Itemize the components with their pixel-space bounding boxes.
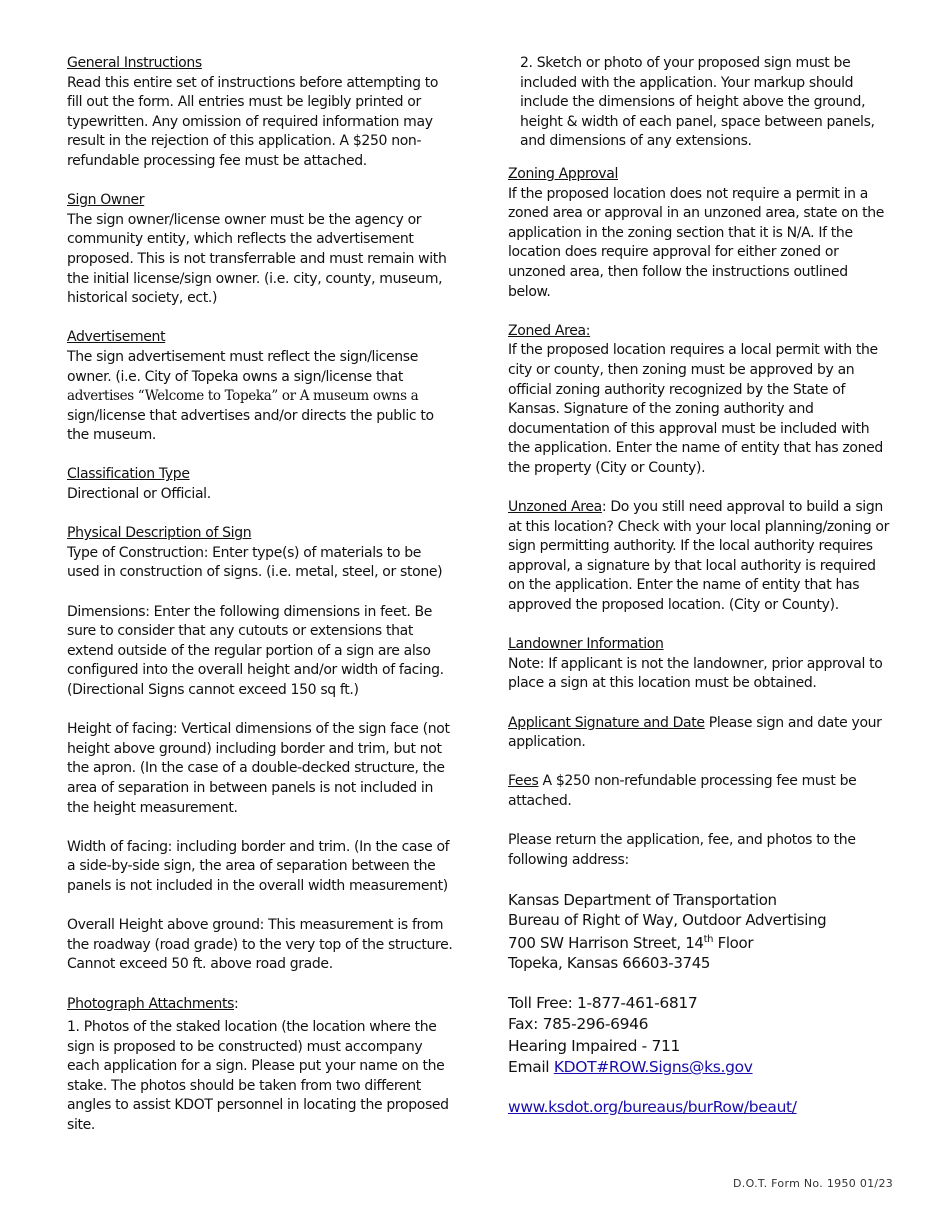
landowner-heading: Landowner Information [508,636,664,653]
zoning-approval-section [508,165,892,302]
address-line-4: Topeka, Kansas 66603-3745 [508,953,711,972]
unzoned-area-heading: Unzoned Area [508,499,602,516]
advertisement-heading: Advertisement [67,329,166,346]
zoned-area-text: If the proposed location requires a local permit with the city or county, then zoning must be approved by an official zoning authority recognized by the State of Kansas. Signature of the zoning authority and documentation of this approval must be included with the application. Enter the name of entity that has zoned the property (City or County). [508,342,883,476]
address-line-3b: Floor [713,933,754,952]
fees-text: A $250 non-refundable processing fee must be attached. [508,773,857,809]
general-instructions-text: Read this entire set of instructions before attempting to fill out the form. All entries must be legibly printed or typewritten. Any omission of required information may result in the rejection of this application. A $250 non-refundable processing fee must be attached. [67,74,439,169]
sign-owner-heading: Sign Owner [67,192,145,209]
photograph-section [67,995,455,1136]
height-of-facing-text: Height of facing: Vertical dimensions of the sign face (not height above ground) including border and trim, but not the apron. (In the case of a double-decked structure, the area of separation in between panels is not included in the height measurement. [67,721,450,816]
unzoned-area-text: : Do you still need approval to build a sign at this location? Check with your local planning/zoning or sign permitting authority. If the local authority requires approval, a signature by that local authority is required on the application. Enter the name of entity that has approved the proposed location. (City or County). [508,499,889,614]
landowner-text: Note: If applicant is not the landowner, prior approval to place a sign at this location must be obtained. [508,655,883,692]
mailing-address [508,890,892,973]
toll-free-phone: Toll Free: 1-877-461-6817 [508,993,698,1012]
zoned-area-section [508,322,892,479]
email-label: Email [508,1058,554,1077]
signature-section [508,714,892,753]
general-instructions-heading: General Instructions [67,55,202,71]
general-instructions-section [67,54,455,172]
construction-type-text: Type of Construction: Enter type(s) of materials to be used in construction of signs. (i.e. metal, steel, or stone) [67,544,443,581]
advertisement-section [67,328,455,446]
website-row [508,1097,892,1119]
zoned-area-heading: Zoned Area: [508,322,591,339]
sign-owner-section [67,191,455,309]
classification-section [67,465,455,504]
photograph-heading-row [67,995,455,1015]
advertisement-text-a: The sign advertisement must reflect the sign/license owner. (i.e. City of Topeka owns a sign/license that [67,348,418,385]
classification-text: Directional or Official. [67,486,211,503]
overall-height-text: Overall Height above ground: This measurement is from the roadway (road grade) to the very top of the structure. Cannot exceed 50 ft. above road grade. [67,917,453,973]
fax-number: Fax: 785-296-6946 [508,1015,649,1034]
form-number-footer: D.O.T. Form No. 1950 01/23 [733,1177,894,1190]
address-line-2: Bureau of Right of Way, Outdoor Advertising [508,910,827,929]
left-column [67,54,455,1155]
right-column [508,54,892,1118]
email-row [508,1057,892,1079]
fees-section [508,772,892,811]
address-line-3a: 700 SW Harrison Street, 14 [508,933,704,952]
address-line-3 [508,930,892,953]
contact-info [508,993,892,1079]
advertisement-text-c: sign/license that advertises and/or directs the public to the museum. [67,407,434,444]
signature-text: Please sign and date your application. [508,714,882,751]
advertisement-text-b: advertises “Welcome to Topeka” or A museum owns a [67,388,419,405]
physical-description-section [67,524,455,583]
classification-heading: Classification Type [67,466,190,483]
address-line-1: Kansas Department of Transportation [508,890,777,909]
photograph-item-1: 1. Photos of the staked location (the location where the sign is proposed to be constructed) must accompany each application for a sign. Please put your name on the stake. The photos should be taken from two different angles to assist KDOT personnel in locating the proposed site. [67,1019,449,1134]
hearing-impaired-number: Hearing Impaired - 711 [508,1036,681,1055]
photograph-heading-colon: : [234,995,239,1012]
dimensions-text: Dimensions: Enter the following dimensions in feet. Be sure to consider that any cutouts or extensions that extend outside of the regular portion of a sign are also configured into the overall height and/or width of facing. (Directional Signs cannot exceed 150 sq ft.) [67,603,444,698]
width-of-facing-text: Width of facing: including border and trim. (In the case of a side-by-side sign, the area of separation between the panels is not included in the overall width measurement) [67,838,450,894]
fees-heading: Fees [508,773,539,790]
photograph-item-2: 2. Sketch or photo of your proposed sign must be included with the application. Your markup should include the dimensions of height above the ground, height & width of each panel, space between panels, and dimensions of any extensions. [520,55,875,150]
advertisement-text [67,348,455,446]
unzoned-area-section [508,498,892,616]
address-line-3-sup: th [703,933,714,945]
zoning-approval-heading: Zoning Approval [508,165,618,182]
sign-owner-text: The sign owner/license owner must be the agency or community entity, which reflects the advertisement proposed. This is not transferrable and must remain with the initial license/sign owner. (i.e. city, county, museum, historical society, ect.) [67,211,447,307]
email-link[interactable]: KDOT#ROW.Signs@ks.gov [553,1058,753,1077]
website-link[interactable]: www.ksdot.org/bureaus/burRow/beaut/ [508,1097,797,1116]
landowner-section [508,635,892,694]
photograph-heading: Photograph Attachments [67,995,235,1012]
signature-heading: Applicant Signature and Date [508,714,705,731]
physical-description-heading: Physical Description of Sign [67,525,252,542]
return-instructions-text: Please return the application, fee, and photos to the following address: [508,832,856,868]
zoning-approval-text: If the proposed location does not require a permit in a zoned area or approval in an unzoned area, state on the application in the zoning section that it is N/A. If the location does require approval for either zoned or unzoned area, then follow the instructions outlined below. [508,185,884,300]
